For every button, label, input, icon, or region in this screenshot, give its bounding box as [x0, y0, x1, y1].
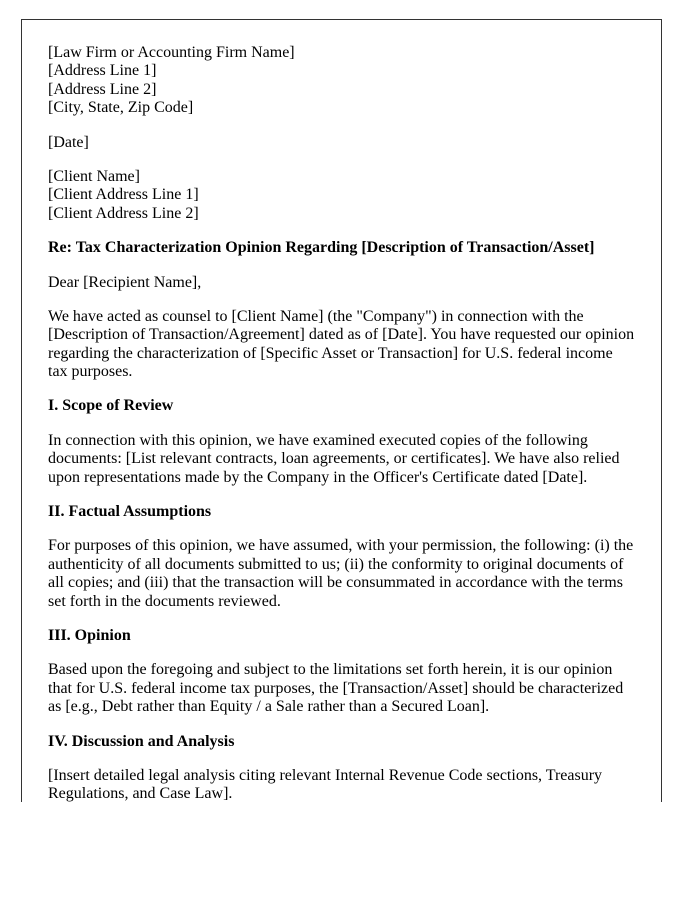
section-body-opinion: Based upon the foregoing and subject to the limitations set forth herein, it is our opinion that for U.S. federal income tax purposes, the [Transaction/Asset] should be characterized as [e.g., Debt rather than Equity / a Sale rather than a Secured Loan]. [48, 661, 624, 716]
sender-firm-name-line: [Law Firm or Accounting Firm Name] [48, 44, 295, 61]
sender-address-block [48, 44, 635, 118]
section-body-discussion-and-analysis: [Insert detailed legal analysis citing relevant Internal Revenue Code sections, Treasury Regulations, and Case Law]. [48, 766, 603, 802]
sender-address-line-2: [Address Line 2] [48, 80, 157, 98]
letter-document [21, 19, 662, 802]
client-name-line: [Client Name] [48, 167, 140, 185]
section-heading-scope-of-review: I. Scope of Review [48, 397, 174, 415]
sender-address-line-1: [Address Line 1] [48, 62, 157, 80]
section-body-scope-of-review: In connection with this opinion, we have examined executed copies of the following documents: [List relevant contracts, loan agreements, or certificates]. We have also relied upon representations made by the Company in the Officer's Certificate dated [Date]. [48, 431, 620, 486]
salutation: Dear [Recipient Name], [48, 273, 202, 291]
client-address-line-1: [Client Address Line 1] [48, 186, 199, 204]
section-body-factual-assumptions: For purposes of this opinion, we have assumed, with your permission, the following: (i) the authenticity of all documents submitted to us; (ii) the conformity to original documents of all copies; and (iii) that the transaction will be consummated in accordance with the terms set forth in the documents reviewed. [48, 537, 634, 610]
section-heading-discussion-and-analysis: IV. Discussion and Analysis [48, 732, 235, 750]
date-line: [Date] [48, 133, 89, 151]
recipient-address-block [48, 168, 635, 223]
intro-paragraph: We have acted as counsel to [Client Name] (the "Company") in connection with the [Description of Transaction/Agreement] dated as of [Date]. You have requested our opinion regarding the characterization of [Specific Asset or Transaction] for U.S. federal income tax purposes. [48, 307, 635, 381]
section-heading-opinion: III. Opinion [48, 626, 131, 644]
section-heading-factual-assumptions: II. Factual Assumptions [48, 503, 212, 521]
subject-line: Re: Tax Characterization Opinion Regarding [Description of Transaction/Asset] [48, 239, 595, 257]
sender-city-state-zip-line: [City, State, Zip Code] [48, 99, 194, 117]
client-address-line-2: [Client Address Line 2] [48, 204, 199, 222]
